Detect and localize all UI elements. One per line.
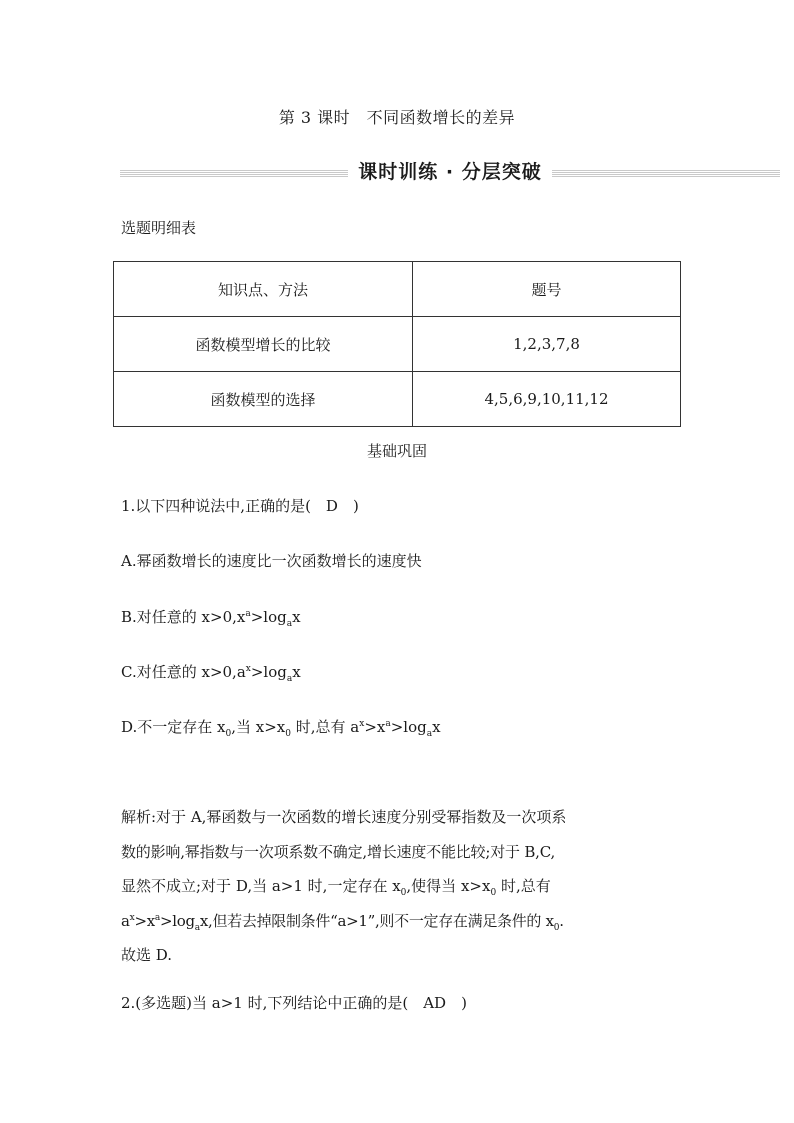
analysis-text: x,但若去掉限制条件“a>1”,则不一定存在满足条件的 x [199,911,554,930]
subscript: a [286,674,293,684]
subscript: 0 [285,729,291,739]
subscript: 0 [225,729,232,739]
subscript: a [426,729,433,739]
question-1-stem: 1.以下四种说法中,正确的是( D ) [121,497,359,515]
table-cell: 函数模型增长的比较 [114,317,413,372]
table-row [114,317,681,372]
analysis-text: ,使得当 x>x [406,877,491,895]
option-text: C.对任意的 x>0,a [121,663,246,681]
analysis-line: 数的影响,幂指数与一次项系数不确定,增长速度不能比较;对于 B,C, [121,842,556,861]
option-text: D.不一定存在 x [121,718,226,736]
table-cell: 1,2,3,7,8 [413,317,681,372]
section-banner [120,155,780,185]
subscript: 0 [553,922,560,933]
option-text: B.对任意的 x>0,x [121,608,246,626]
superscript: x [359,719,365,729]
table-cell: 函数模型的选择 [114,372,413,427]
table-header-cell: 知识点、方法 [114,262,413,317]
analysis-line: 故选 D. [121,946,173,964]
subscript: 0 [490,888,497,898]
analysis-text: . [559,911,564,930]
table-header-row [114,262,681,317]
topic-detail-table [113,261,681,427]
option-text: >log [250,608,287,626]
section-label: 选题明细表 [121,219,197,237]
option-text: x [292,663,301,681]
option-text: >x [364,718,386,736]
superscript: a [245,609,251,619]
superscript: a [385,719,391,729]
analysis-text: >x [134,911,155,930]
table-row [114,372,681,427]
analysis-text: >log [159,911,195,930]
option-text: x [432,718,441,736]
table-cell: 4,5,6,9,10,11,12 [413,372,681,427]
option-text: ,当 x>x [231,718,286,736]
question-1-option-d [121,716,441,739]
table-header-cell: 题号 [413,262,681,317]
superscript: x [129,912,135,923]
analysis-text: 显然不成立;对于 D,当 a>1 时,一定存在 x [121,877,401,895]
option-text: x [292,608,301,626]
superscript: x [245,664,251,674]
banner-rule-right [552,170,780,177]
option-text: >log [390,718,427,736]
option-text: >log [250,663,287,681]
question-2-stem: 2.(多选题)当 a>1 时,下列结论中正确的是( AD ) [121,994,467,1012]
analysis-text: a [121,911,130,930]
superscript: a [154,912,160,923]
subscript: a [286,619,293,629]
basic-heading: 基础巩固 [366,442,427,460]
analysis-line: 解析:对于 A,幂函数与一次函数的增长速度分别受幂指数及一次项系 [121,808,567,826]
option-text: 时,总有 a [291,718,360,736]
question-1-analysis [121,800,693,973]
subscript: 0 [400,888,407,898]
analysis-line [121,904,693,939]
question-1-option-a: A.幂函数增长的速度比一次函数增长的速度快 [121,552,422,570]
lesson-title: 第 3 课时 不同函数增长的差异 [278,108,516,127]
analysis-text: 时,总有 [496,877,551,895]
banner-title: 课时训练 · 分层突破 [358,161,542,183]
banner-rule-left [120,170,348,177]
question-1-option-b [121,606,301,629]
question-1-option-c [121,661,301,684]
analysis-line [121,869,693,904]
subscript: a [194,922,200,933]
